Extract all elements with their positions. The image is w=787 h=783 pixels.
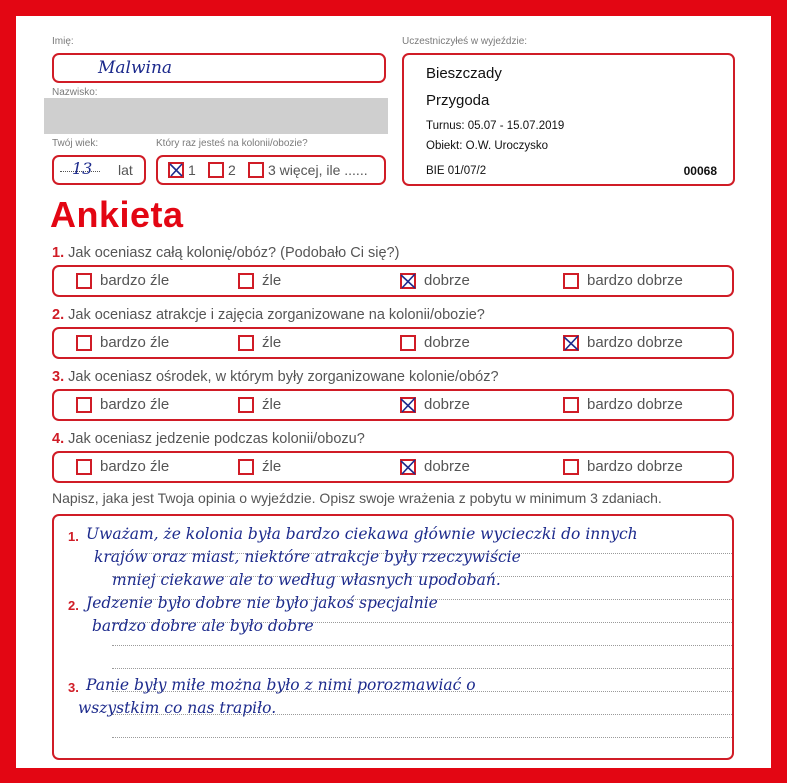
imie-field[interactable] bbox=[52, 53, 386, 83]
trip-name: Przygoda bbox=[426, 92, 490, 109]
option-label: bardzo dobrze bbox=[587, 396, 683, 413]
ktory-raz-checkbox-3[interactable] bbox=[248, 162, 264, 178]
question-label: Jak oceniasz całą kolonię/obóz? (Podobało Ci się?) bbox=[68, 245, 400, 261]
ktory-raz-field bbox=[156, 155, 386, 185]
imie-label: Imię: bbox=[52, 36, 74, 47]
question-label: Jak oceniasz atrakcje i zajęcia zorganizowane na kolonii/obozie? bbox=[68, 307, 485, 323]
answer-2-line: bardzo dobre ale było dobre bbox=[92, 617, 314, 635]
option-label: bardzo źle bbox=[100, 334, 170, 351]
option-label: bardzo dobrze bbox=[587, 458, 683, 475]
question-4-options bbox=[52, 451, 734, 483]
question-3-checkbox-3[interactable] bbox=[400, 397, 416, 413]
question-3-checkbox-1[interactable] bbox=[76, 397, 92, 413]
option-label: dobrze bbox=[424, 272, 470, 289]
answer-2-number: 2. bbox=[68, 598, 79, 613]
option-label: dobrze bbox=[424, 396, 470, 413]
question-1-checkbox-2[interactable] bbox=[238, 273, 254, 289]
check-mark-icon bbox=[399, 272, 417, 290]
nazwisko-label: Nazwisko: bbox=[52, 87, 98, 98]
ktory-raz-option-3: 3 więcej, ile ...... bbox=[268, 162, 368, 178]
check-mark-icon bbox=[399, 396, 417, 414]
trip-number: 00068 bbox=[683, 164, 717, 178]
option-label: dobrze bbox=[424, 458, 470, 475]
question-2-options bbox=[52, 327, 734, 359]
question-4-checkbox-4[interactable] bbox=[563, 459, 579, 475]
answer-1-line: krajów oraz miast, niektóre atrakcje były rzeczywiście bbox=[94, 548, 521, 566]
trip-turnus: Turnus: 05.07 - 15.07.2019 bbox=[426, 120, 565, 132]
question-3-checkbox-4[interactable] bbox=[563, 397, 579, 413]
trip-place: Bieszczady bbox=[426, 65, 502, 82]
page-title: Ankieta bbox=[50, 194, 184, 235]
trip-code: BIE 01/07/2 bbox=[426, 165, 487, 177]
question-1-options bbox=[52, 265, 734, 297]
question-4-checkbox-2[interactable] bbox=[238, 459, 254, 475]
wiek-label: Twój wiek: bbox=[52, 138, 99, 149]
question-2-checkbox-1[interactable] bbox=[76, 335, 92, 351]
answer-2-line: Jedzenie było dobre nie było jakoś specjalnie bbox=[86, 594, 438, 612]
wiek-unit: lat bbox=[118, 162, 133, 178]
option-label: dobrze bbox=[424, 334, 470, 351]
question-3-checkbox-2[interactable] bbox=[238, 397, 254, 413]
wiek-value: 13 bbox=[72, 159, 93, 178]
question-1-checkbox-3[interactable] bbox=[400, 273, 416, 289]
question-3-text bbox=[52, 369, 499, 385]
ktory-raz-checkbox-2[interactable] bbox=[208, 162, 224, 178]
option-label: bardzo źle bbox=[100, 458, 170, 475]
option-label: bardzo źle bbox=[100, 272, 170, 289]
answer-3-number: 3. bbox=[68, 680, 79, 695]
question-2-checkbox-3[interactable] bbox=[400, 335, 416, 351]
ktory-raz-label: Który raz jesteś na kolonii/obozie? bbox=[156, 138, 308, 149]
uczestnik-label: Uczestniczyłeś w wyjeździe: bbox=[402, 36, 528, 47]
option-label: źle bbox=[262, 334, 282, 351]
check-mark-icon bbox=[399, 458, 417, 476]
question-4-checkbox-1[interactable] bbox=[76, 459, 92, 475]
answer-1-number: 1. bbox=[68, 529, 79, 544]
ruled-line bbox=[112, 737, 732, 738]
question-2-checkbox-4[interactable] bbox=[563, 335, 579, 351]
question-number: 1. bbox=[52, 245, 65, 261]
question-3-options bbox=[52, 389, 734, 421]
imie-value: Malwina bbox=[98, 58, 173, 78]
question-label: Jak oceniasz jedzenie podczas kolonii/obozu? bbox=[68, 431, 365, 447]
question-4-checkbox-3[interactable] bbox=[400, 459, 416, 475]
opinion-prompt: Napisz, jaka jest Twoja opinia o wyjeździe. Opisz swoje wrażenia z pobytu w minimum 3 zdaniach. bbox=[52, 490, 662, 506]
trip-obiekt: Obiekt: O.W. Uroczysko bbox=[426, 140, 549, 152]
ruled-line bbox=[112, 668, 732, 669]
option-label: źle bbox=[262, 396, 282, 413]
form-sheet bbox=[16, 16, 771, 768]
ktory-raz-checkbox-1[interactable] bbox=[168, 162, 184, 178]
ruled-line bbox=[112, 645, 732, 646]
option-label: źle bbox=[262, 458, 282, 475]
answer-3-line: Panie były miłe można było z nimi porozmawiać o bbox=[86, 676, 476, 694]
option-label: bardzo dobrze bbox=[587, 334, 683, 351]
option-label: bardzo dobrze bbox=[587, 272, 683, 289]
option-label: bardzo źle bbox=[100, 396, 170, 413]
question-1-checkbox-1[interactable] bbox=[76, 273, 92, 289]
question-1-checkbox-4[interactable] bbox=[563, 273, 579, 289]
check-mark-icon bbox=[167, 161, 185, 179]
question-number: 4. bbox=[52, 431, 65, 447]
answer-1-line: mniej ciekawe ale to według własnych upodobań. bbox=[112, 571, 501, 589]
question-2-text bbox=[52, 307, 485, 323]
trip-box bbox=[402, 53, 735, 186]
wiek-field[interactable] bbox=[52, 155, 146, 185]
ktory-raz-option-2: 2 bbox=[228, 162, 236, 178]
option-label: źle bbox=[262, 272, 282, 289]
question-number: 3. bbox=[52, 369, 65, 385]
question-2-checkbox-2[interactable] bbox=[238, 335, 254, 351]
ktory-raz-option-1: 1 bbox=[188, 162, 196, 178]
nazwisko-redacted bbox=[44, 98, 388, 134]
question-label: Jak oceniasz ośrodek, w którym były zorganizowane kolonie/obóz? bbox=[68, 369, 499, 385]
check-mark-icon bbox=[562, 334, 580, 352]
question-4-text bbox=[52, 431, 365, 447]
answer-3-line: wszystkim co nas trapiło. bbox=[78, 699, 277, 717]
answer-1-line: Uważam, że kolonia była bardzo ciekawa głównie wycieczki do innych bbox=[86, 525, 638, 543]
question-1-text bbox=[52, 245, 399, 261]
question-number: 2. bbox=[52, 307, 65, 323]
